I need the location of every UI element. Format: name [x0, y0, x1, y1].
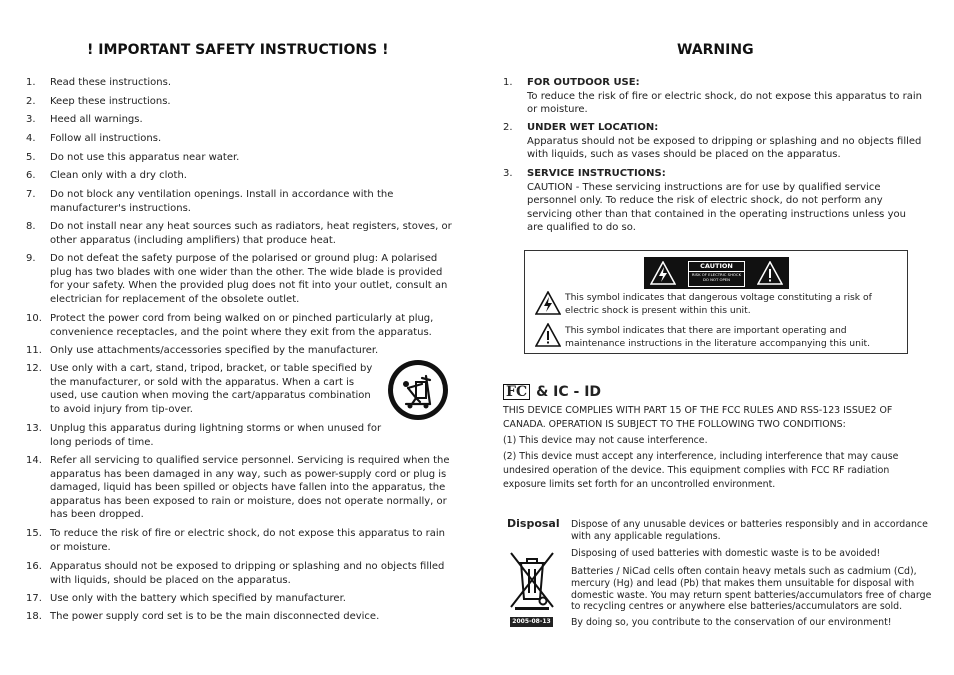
crossed-bin-icon — [507, 549, 557, 611]
caution-label: CAUTION RISK OF ELECTRIC SHOCK DO NOT OPEN — [644, 257, 789, 289]
disposal-paragraph: Disposing of used batteries with domestic waste is to be avoided! — [571, 548, 881, 559]
lightning-warning-icon — [535, 291, 561, 315]
fcc-paragraph: THIS DEVICE COMPLIES WITH PART 15 OF THE FCC RULES AND RSS-123 ISSUE2 OF CANADA. OPERATION IS SUBJECT TO THE FOLLOWING TWO CONDITIONS: — [503, 405, 893, 430]
fcc-title: & IC - ID — [536, 384, 602, 400]
exclamation-warning-icon — [535, 323, 561, 347]
disposal-paragraph: By doing so, you contribute to the conservation of our environment! — [571, 617, 892, 628]
symbol1-description: This symbol indicates that dangerous voltage constituting a risk of electric shock is present within this unit. — [565, 292, 872, 316]
warning-title: WARNING — [677, 42, 754, 58]
safety-title: ! IMPORTANT SAFETY INSTRUCTIONS ! — [87, 42, 389, 58]
date-label: 2005-08-13 — [510, 617, 553, 627]
disposal-paragraph: Dispose of any unusable devices or batteries responsibly and in accordance with any applicable regulations. — [571, 519, 928, 542]
fcc-condition-2: (2) This device must accept any interference, including interference that may cause undesired operation of the device. This equipment complies with FCC RF radiation exposure limits set forth for an uncontrolled environment. — [503, 451, 899, 490]
cart-tip-over-warning-icon — [386, 358, 450, 422]
disposal-title: Disposal — [507, 517, 560, 530]
fcc-logo: FC — [503, 384, 530, 400]
disposal-paragraph: Batteries / NiCad cells often contain heavy metals such as cadmium (Cd), mercury (Hg) and lead (Pb) that makes them unsuitable for disposal with domestic waste. You may return spent batteries/accumulators free of charge to recycling centres or anywhere else batteries/accumulators are sold. — [571, 566, 932, 613]
lightning-warning-icon — [650, 261, 676, 285]
exclamation-warning-icon — [757, 261, 783, 285]
fcc-heading — [503, 384, 601, 400]
symbol2-description: This symbol indicates that there are important operating and maintenance instructions in the literature accompanying this unit. — [565, 325, 871, 349]
fcc-condition-1: (1) This device may not cause interference. — [503, 435, 708, 446]
caution-symbols-box — [524, 250, 908, 354]
